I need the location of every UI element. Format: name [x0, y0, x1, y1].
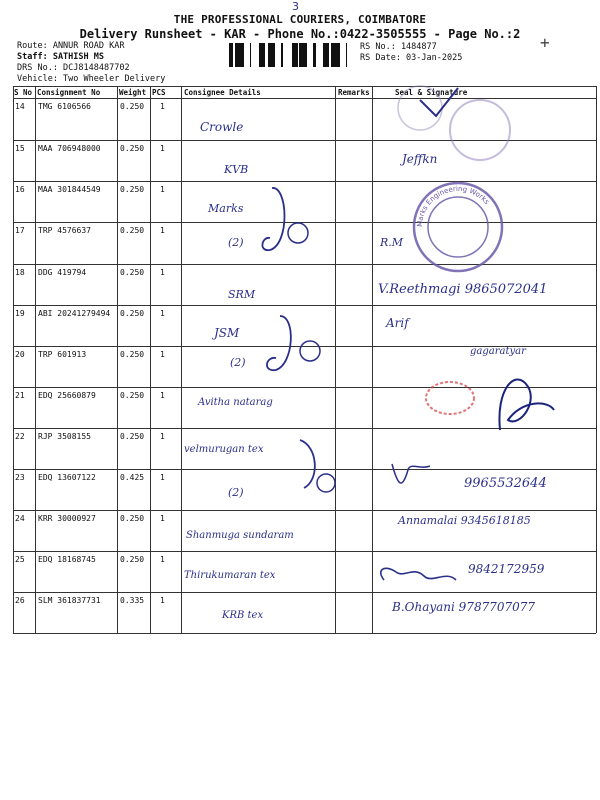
row-sno: 26: [15, 596, 25, 605]
row-consignment-no: EDQ 18168745: [38, 555, 96, 564]
row-divider: [13, 510, 596, 511]
row-consignment-no: MAA 706948000: [38, 144, 101, 153]
row-consignment-no: TMG 6106566: [38, 102, 91, 111]
row-pcs: 1: [160, 432, 165, 441]
handwritten-signature: Jeffkn: [402, 152, 438, 166]
company-title: THE PROFESSIONAL COURIERS, COIMBATORE: [173, 13, 427, 26]
row-consignment-no: TRP 601913: [38, 350, 87, 359]
row-divider: [13, 305, 596, 306]
column-divider: [181, 86, 182, 633]
row-consignment-no: MAA 301844549: [38, 185, 101, 194]
column-divider: [372, 86, 373, 633]
row-divider: [13, 181, 596, 182]
row-consignment-no: ABI 20241279494: [38, 309, 111, 318]
row-consignment-no: RJP 3508155: [38, 432, 91, 441]
row-consignment-no: KRR 30000927: [38, 514, 96, 523]
row-weight: 0.250: [120, 185, 145, 194]
handwritten-consignee: (2): [230, 356, 246, 369]
row-weight: 0.250: [120, 144, 145, 153]
rs-number: RS No.: 1484877: [360, 42, 437, 52]
row-pcs: 1: [160, 514, 165, 523]
column-divider: [596, 86, 597, 633]
header-sno: S No: [14, 88, 33, 97]
header-signature: Seal & Signature: [395, 88, 468, 97]
column-divider: [150, 86, 151, 633]
handwritten-signature: R.M: [380, 236, 404, 249]
row-divider: [13, 551, 596, 552]
column-divider: [117, 86, 118, 633]
row-pcs: 1: [160, 350, 165, 359]
handwritten-consignee: Crowle: [200, 120, 244, 134]
row-sno: 20: [15, 350, 25, 359]
row-sno: 22: [15, 432, 25, 441]
row-consignment-no: EDQ 25660879: [38, 391, 96, 400]
row-pcs: 1: [160, 596, 165, 605]
handwritten-signature: 9965532644: [464, 476, 547, 491]
rs-date: RS Date: 03-Jan-2025: [360, 53, 463, 63]
handwritten-consignee: SRM: [228, 288, 256, 301]
row-sno: 14: [15, 102, 25, 111]
column-divider: [335, 86, 336, 633]
row-consignment-no: SLM 361837731: [38, 596, 101, 605]
handwritten-signature: Annamalai 9345618185: [398, 514, 531, 527]
page-scribble: 3: [292, 0, 299, 13]
drs-text: DRS No.: DCJ8148487702: [17, 63, 130, 73]
row-sno: 18: [15, 268, 25, 277]
column-divider: [35, 86, 36, 633]
row-sno: 24: [15, 514, 25, 523]
row-weight: 0.250: [120, 432, 145, 441]
handwritten-consignee: JSM: [214, 326, 240, 340]
row-divider: [13, 592, 596, 593]
row-weight: 0.250: [120, 309, 145, 318]
row-weight: 0.250: [120, 350, 145, 359]
row-consignment-no: EDQ 13607122: [38, 473, 96, 482]
row-pcs: 1: [160, 309, 165, 318]
row-consignment-no: DDG 419794: [38, 268, 87, 277]
handwritten-consignee: Thirukumaran tex: [184, 570, 276, 581]
row-sno: 23: [15, 473, 25, 482]
meta-right-block: [360, 42, 462, 64]
staff-text: Staff: SATHISH MS: [17, 52, 104, 62]
row-weight: 0.250: [120, 555, 145, 564]
handwritten-signature: B.Ohayani 9787707077: [392, 600, 536, 614]
row-weight: 0.250: [120, 102, 145, 111]
row-pcs: 1: [160, 102, 165, 111]
row-pcs: 1: [160, 268, 165, 277]
row-sno: 25: [15, 555, 25, 564]
column-divider: [13, 86, 14, 633]
handwritten-consignee: velmurugan tex: [184, 444, 264, 455]
registration-mark-icon: +: [540, 33, 550, 52]
row-consignment-no: TRP 4576637: [38, 226, 91, 235]
row-pcs: 1: [160, 391, 165, 400]
seal-text: Marks Engineering Works: [415, 184, 491, 228]
row-pcs: 1: [160, 473, 165, 482]
row-sno: 16: [15, 185, 25, 194]
handwritten-signature: gagaratyar: [470, 346, 526, 357]
row-divider: [13, 98, 596, 99]
row-sno: 21: [15, 391, 25, 400]
row-sno: 19: [15, 309, 25, 318]
row-weight: 0.250: [120, 391, 145, 400]
row-divider: [13, 633, 596, 634]
handwritten-consignee: KRB tex: [222, 610, 264, 621]
header-remarks: Remarks: [338, 88, 370, 97]
row-pcs: 1: [160, 144, 165, 153]
handwritten-signature: 9842172959: [468, 562, 545, 576]
row-divider: [13, 86, 596, 87]
handwritten-consignee: Avitha natarag: [198, 397, 273, 408]
row-divider: [13, 140, 596, 141]
row-weight: 0.425: [120, 473, 145, 482]
header-weight: Weight: [119, 88, 147, 97]
handwritten-signature: V.Reethmagi 9865072041: [378, 282, 548, 297]
vehicle-text: Vehicle: Two Wheeler Delivery: [17, 74, 166, 84]
row-weight: 0.250: [120, 268, 145, 277]
row-weight: 0.250: [120, 514, 145, 523]
header-consignment: Consignment No: [37, 88, 101, 97]
row-weight: 0.335: [120, 596, 145, 605]
row-divider: [13, 428, 596, 429]
row-pcs: 1: [160, 185, 165, 194]
handwritten-consignee: KVB: [224, 163, 249, 176]
handwritten-consignee: (2): [228, 236, 244, 249]
row-divider: [13, 387, 596, 388]
row-divider: [13, 469, 596, 470]
header-consignee: Consignee Details: [184, 88, 261, 97]
route-text: Route: ANNUR ROAD KAR: [17, 41, 125, 51]
row-pcs: 1: [160, 555, 165, 564]
handwritten-signature: Arif: [386, 316, 409, 330]
row-divider: [13, 264, 596, 265]
row-divider: [13, 222, 596, 223]
runsheet-subtitle: Delivery Runsheet - KAR - Phone No.:0422-3505555 - Page No.:2: [79, 27, 521, 41]
row-sno: 15: [15, 144, 25, 153]
row-pcs: 1: [160, 226, 165, 235]
seal-stamp: [414, 183, 502, 271]
row-sno: 17: [15, 226, 25, 235]
handwritten-consignee: Shanmuga sundaram: [186, 530, 294, 541]
header-pcs: PCS: [152, 88, 166, 97]
faint-seal-top: [450, 100, 510, 160]
barcode: [229, 43, 354, 67]
handwritten-consignee: Marks: [208, 202, 244, 215]
meta-left-block: [17, 41, 165, 85]
row-weight: 0.250: [120, 226, 145, 235]
handwritten-consignee: (2): [228, 486, 244, 499]
